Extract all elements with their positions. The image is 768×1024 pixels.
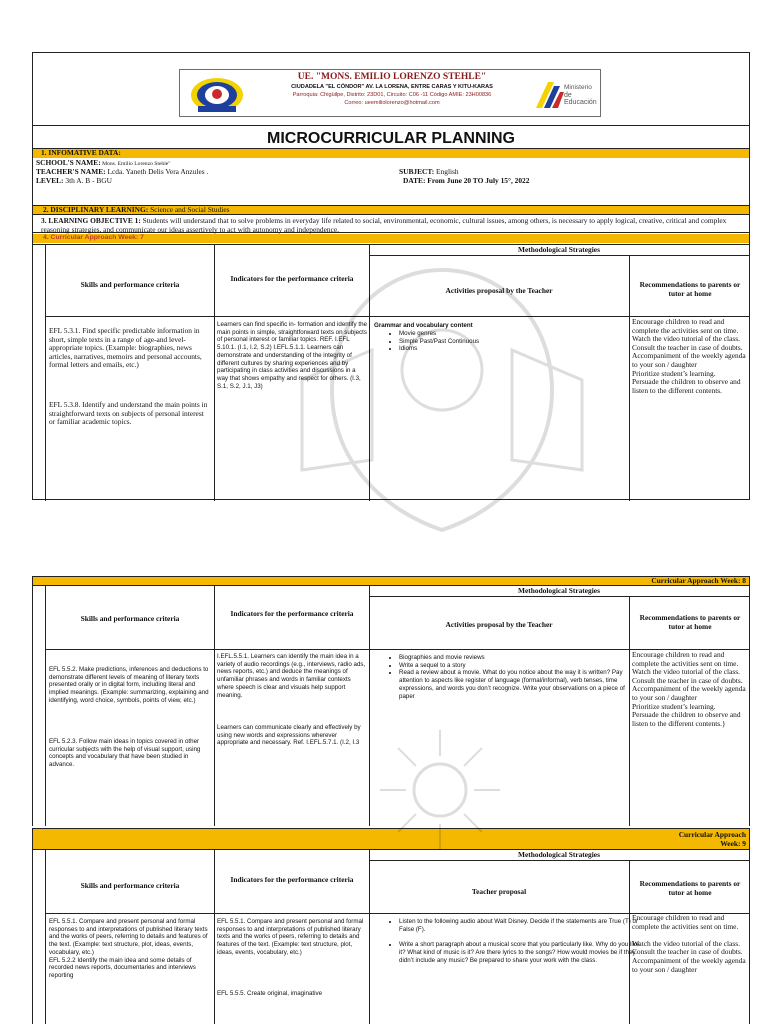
week9-indicators-2: EFL 5.5.5. Create original, imaginative	[217, 990, 323, 997]
skills-header: Skills and performance criteria	[80, 280, 180, 289]
sun-watermark-icon	[370, 720, 510, 860]
subject-value: English	[434, 167, 459, 176]
section1-bar	[33, 149, 749, 158]
section4-bar	[33, 234, 749, 243]
ministry-label-2: de Educación	[564, 92, 597, 106]
school-label: SCHOOL'S NAME:	[36, 158, 101, 167]
week7-skills-2: EFL 5.3.8. Identify and understand the main points in straightforward texts on subjects of personal interest or familiar academic topics.	[49, 400, 208, 427]
indicators-header: Indicators for the performance criteria	[230, 274, 354, 283]
list-item: • Write a short paragraph about a musical score that you particularly like. Why do you like it? What kind of music is it? Are there lyrics to the songs? How would movies be if they didn’t include any music? Be prepared to share your work with the class.	[399, 941, 641, 964]
level-value: 3th A. B - BGU	[63, 176, 112, 185]
week8-bar	[32, 576, 750, 586]
methodological-header: Methodological Strategies	[518, 586, 600, 595]
list-item: • Biographies and movie reviews	[399, 654, 641, 662]
title-row	[33, 125, 749, 149]
activities-header: Activities proposal by the Teacher	[445, 286, 553, 295]
week9-title-1: Curricular Approach	[678, 830, 746, 839]
date-value: From June 20 TO July 15°, 2022	[425, 176, 530, 185]
date-field	[403, 177, 743, 186]
week8-recommendations: Encourage children to read and complete the activities sent on time. Watch the video tutorial of the class. Consult the teacher in case of doubts. Accompaniment of the weekly agenda to your son / daughter Prioritize student’s learning. Persuade the children to observe and listen to the different contents.}	[632, 650, 746, 728]
list-item: • Listen to the following audio about Walt Disney. Decide if the statements are True (T) or False (F).	[399, 918, 641, 933]
list-item: • Write a sequel to a story	[399, 662, 641, 670]
week7-recommendations: Encourage children to read and complete the activities sent on time. Watch the video tutorial of the class. Consult the teacher in case of doubts. Accompaniment of the weekly agenda to your son / daughter Prioritize student’s learning. Persuade the children to observe and listen to the different contents.	[632, 317, 746, 395]
recommendations-header: Recommendations to parents or tutor at home	[639, 280, 741, 298]
school-value: Mons. Emilio Lorenzo Stehle"	[100, 161, 171, 167]
date-label: DATE:	[403, 176, 426, 185]
indicators-header: Indicators for the performance criteria	[230, 609, 354, 618]
week8-skills-2: EFL 5.2.3. Follow main ideas in topics covered in other curricular subjects with the help of visual support, using concepts and vocabulary that have been studied in advance.	[49, 738, 201, 769]
list-item: • Idioms	[399, 345, 639, 353]
methodological-header: Methodological Strategies	[518, 850, 600, 859]
section4-label: 4. Curricular Approach Week: 7	[43, 234, 144, 241]
week9-title-2: Week: 9	[720, 839, 746, 848]
week9-skills: EFL 5.5.1. Compare and present personal and formal responses to and interpretations of published literary texts and the works of peers, referring to details and features of the text. (Example: text structure, plot, ideas, events, vocabulary, etc.) EFL 5.2.2 Identify the main idea and some details of recorded news reports, documentaries and interviews reporting	[49, 918, 208, 979]
week8-indicators-2: Learners can communicate clearly and effectively by using new words and expressions wherever appropriate and necessary. Ref. I.EFL.5.7.1. (I.2, I.3	[217, 724, 361, 747]
recommendations-header: Recommendations to parents or tutor at home	[639, 879, 741, 897]
section2-text	[43, 206, 230, 215]
week8-title: Curricular Approach Week: 8	[651, 576, 746, 585]
recommendations-header: Recommendations to parents or tutor at home	[639, 613, 741, 631]
school-address: CIUDADELA "EL CÓNDOR" AV. LA LORENA, ENTRE CARAS Y KITU-KARAS	[291, 84, 493, 90]
section3-value: Students will understand that to solve problems in everyday life related to social, environmental, economic, cultural issues, among others, is necessary to apply logical, creative, critical and complex reasoning strategies, and communicate our ideas assertively to act with autonomy and independence.	[41, 216, 727, 234]
level-label: LEVEL:	[36, 176, 64, 185]
section2-label: 2. DISCIPLINARY LEARNING:	[43, 205, 149, 214]
list-item: • Movie genres	[399, 330, 639, 338]
week7-activities-title: Grammar and vocabulary content	[374, 322, 473, 329]
week7-indicators: Learners can find specific in- formation and identify the main points in simple, straightforward texts on subjects of personal interest or familiar topics. REF. I.EFL 5.10.1. (I.1, I.2, S.2) I.EFL.5.1.1. Learners can demonstrate and understanding of the integrity of different cultures by sharing experiences and by participating in class activities and discussions in a way that shows empathy and respect for others. (I.3, S.1, S.2, J.1, J3)	[217, 321, 367, 390]
level-field	[36, 177, 396, 186]
skills-header: Skills and performance criteria	[80, 614, 180, 623]
skills-header: Skills and performance criteria	[80, 881, 180, 890]
week9-table	[32, 850, 750, 1024]
ministry-label-1: Ministerio	[564, 84, 592, 91]
teacher-label: TEACHER'S NAME:	[36, 167, 106, 176]
week9-recommendations: Encourage children to read and complete the activities sent on time. Watch the video tutorial of the class. Consult the teacher in case of doubts. Accompaniment of the weekly agenda to your son / daughter	[632, 913, 746, 974]
methodological-header: Methodological Strategies	[518, 245, 600, 254]
section2-value: Science and Social Studies	[148, 205, 230, 214]
week8-indicators-1: I.EFL.5.5.1. Learners can identify the main idea in a variety of audio recordings (e.g., interviews, radio ads, news reports, etc.) and deduce the meanings of unfamiliar phrases and words in familiar contexts where speech is clear and visuals help support meaning.	[217, 653, 366, 699]
section3-text	[41, 217, 747, 234]
list-item: • Read a review about a movie. What do you notice about the way it is written? Pay attention to aspects like register of language (formal/informal), verb tenses, time expressions, and words you don’t recognize. Write your observations on a piece of paper	[399, 669, 641, 700]
week8-activities-list	[377, 654, 641, 700]
school-codes: Parroquia: Chigüilpe, Distrito: 23D01, Circuito: C06 -11 Código AMIE: 23H00836	[292, 92, 492, 98]
section3-row	[33, 216, 749, 233]
activities-header: Activities proposal by the Teacher	[445, 620, 553, 629]
indicators-header: Indicators for the performance criteria	[230, 875, 354, 884]
teacher-proposal-header: Teacher proposal	[471, 887, 527, 896]
coat-of-arms-watermark-icon	[262, 260, 622, 540]
school-logo-icon	[188, 73, 246, 115]
subject-label: SUBJECT:	[399, 167, 435, 176]
section1-label: 1. INFOMATIVE DATA:	[41, 148, 121, 157]
school-name: UE. "MONS. EMILIO LORENZO STEHLE"	[297, 72, 487, 82]
week9-indicators-1: EFL 5.5.1. Compare and present personal and formal responses to and interpretations of published literary texts and the works of peers, referring to details and features of the text. (Example: text structure, plot, ideas, events, vocabulary, etc.)	[217, 918, 364, 956]
week8-skills-1: EFL 5.5.2. Make predictions, inferences and deductions to demonstrate different levels of meaning of literary texts presented orally or in digital form, including literal and implied meanings. (Example: summarizing, explaining and identifying, word choice, symbols, points of view, etc.)	[49, 666, 209, 704]
teacher-value: Lcda. Yaneth Delis Vera Anzules .	[105, 167, 209, 176]
week9-activities-list	[377, 918, 641, 965]
section3-label: 3. LEARNING OBJECTIVE 1:	[41, 216, 141, 225]
list-item: • Simple Past/Past Continuous	[399, 338, 639, 346]
page-title: MICROCURRICULAR PLANNING	[267, 130, 515, 147]
school-email: Correo: ueemiliolorenzo@hotmail.com	[344, 100, 440, 106]
week7-skills-1: EFL 5.3.1. Find specific predictable information in short, simple texts in a range of age-and level-appropriate topics. (Example: biographies, news articles, narratives, memoirs and personal accounts, formal letters and emails, etc.)	[49, 326, 202, 370]
section2-bar	[33, 205, 749, 215]
ministry-flag-icon	[534, 78, 564, 110]
header-banner	[179, 69, 601, 117]
